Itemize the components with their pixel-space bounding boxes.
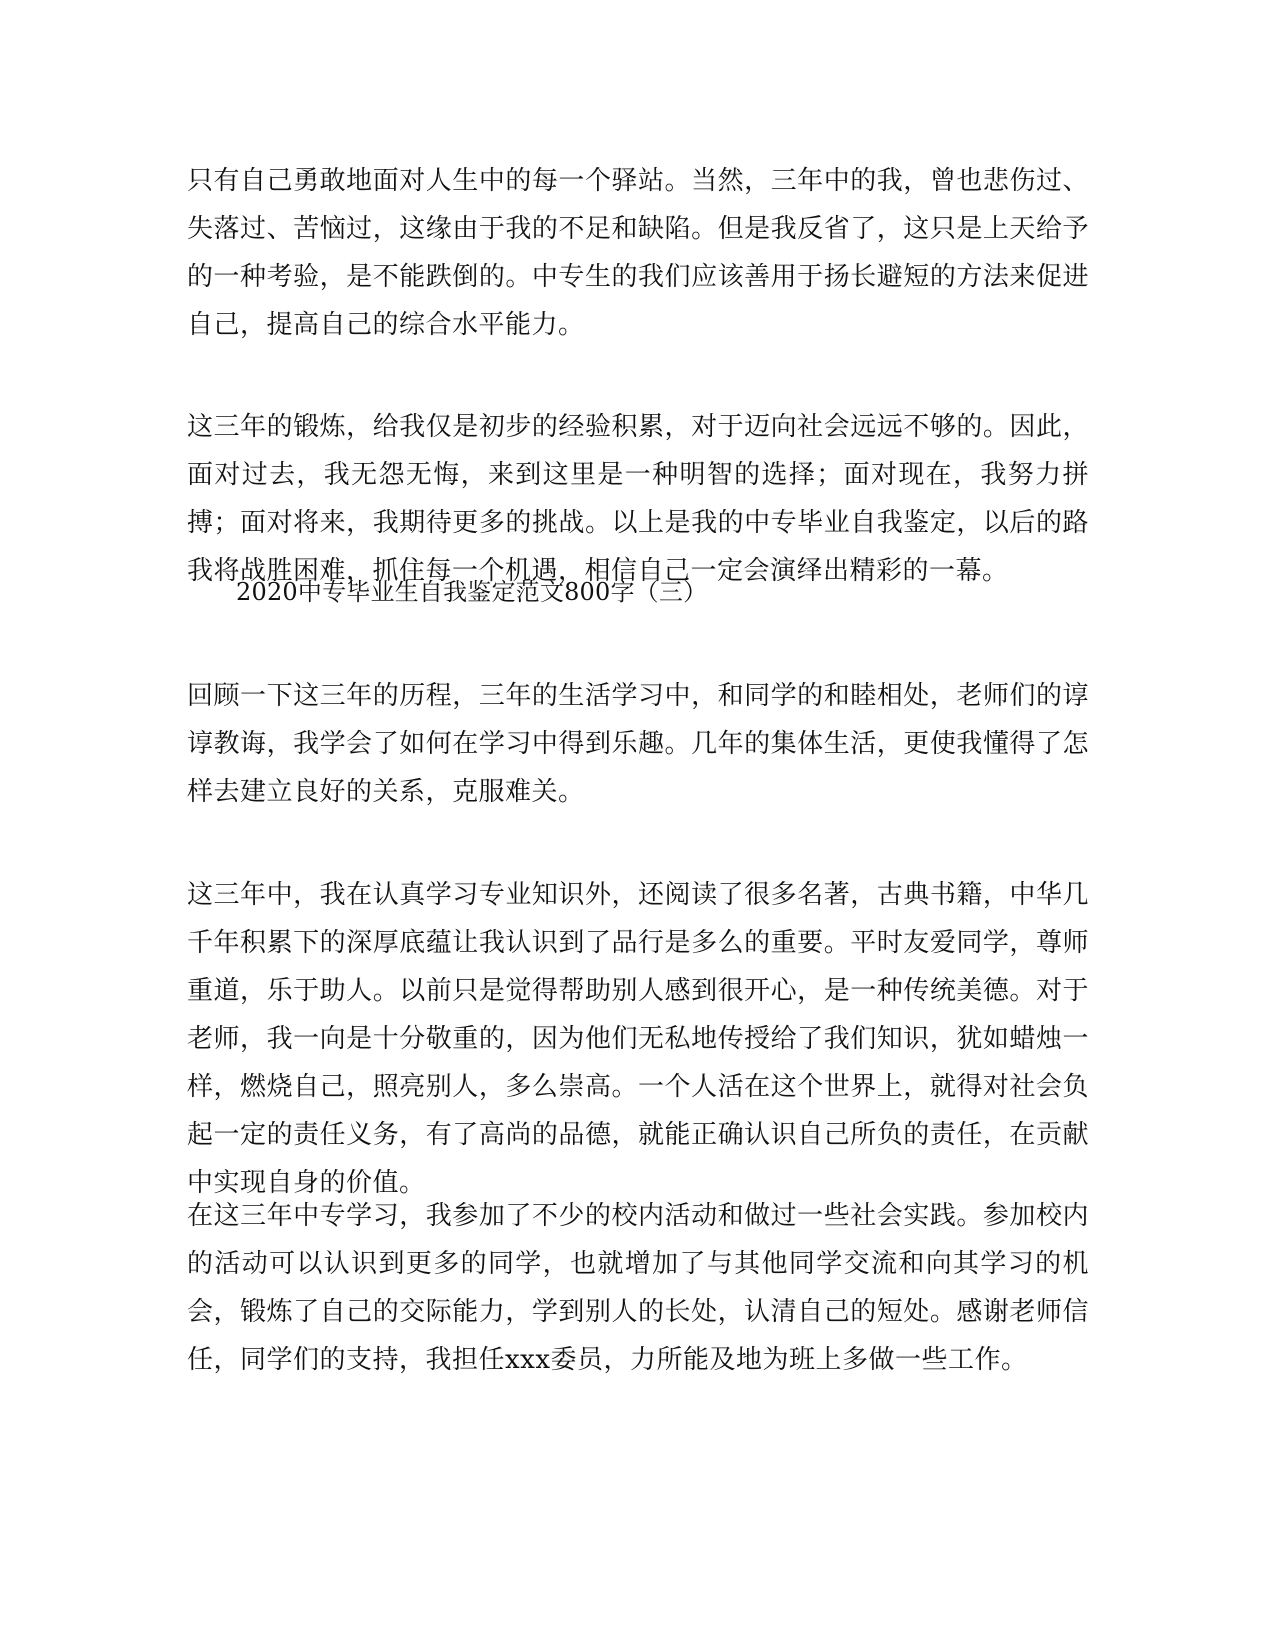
section-heading: 2020中专毕业生自我鉴定范文800字（三） bbox=[236, 578, 708, 606]
paragraph-1: 只有自己勇敢地面对人生中的每一个驿站。当然，三年中的我，曾也悲伤过、失落过、苦恼过，这缘由于我的不足和缺陷。但是我反省了，这只是上天给予的一种考验，是不能跌倒的。中专生的我们应该善用于扬长避短的方法来促进自己，提高自己的综合水平能力。 bbox=[187, 166, 1089, 340]
paragraph-5: 在这三年中专学习，我参加了不少的校内活动和做过一些社会实践。参加校内的活动可以认识到更多的同学，也就增加了与其他同学交流和向其学习的机会，锻炼了自己的交际能力，学到别人的长处，认清自己的短处。感谢老师信任，同学们的支持，我担任xxx委员，力所能及地为班上多做一些工作。 bbox=[187, 1201, 1089, 1375]
paragraph-4: 这三年中，我在认真学习专业知识外，还阅读了很多名著，古典书籍，中华几千年积累下的深厚底蕴让我认识到了品行是多么的重要。平时友爱同学，尊师重道，乐于助人。以前只是觉得帮助别人感到很开心，是一种传统美德。对于老师，我一向是十分敬重的，因为他们无私地传授给了我们知识，犹如蜡烛一样，燃烧自己，照亮别人，多么崇高。一个人活在这个世界上，就得对社会负起一定的责任义务，有了高尚的品德，就能正确认识自己所负的责任，在贡献中实现自身的价值。 bbox=[187, 880, 1089, 1198]
paragraph-2: 这三年的锻炼，给我仅是初步的经验积累，对于迈向社会远远不够的。因此，面对过去，我无怨无悔，来到这里是一种明智的选择；面对现在，我努力拼搏；面对将来，我期待更多的挑战。以上是我的中专毕业自我鉴定，以后的路我将战胜困难，抓住每一个机遇，相信自己一定会演绎出精彩的一幕。 bbox=[187, 412, 1089, 586]
paragraph-3: 回顾一下这三年的历程，三年的生活学习中，和同学的和睦相处，老师们的谆谆教诲，我学会了如何在学习中得到乐趣。几年的集体生活，更使我懂得了怎样去建立良好的关系，克服难关。 bbox=[187, 681, 1089, 807]
